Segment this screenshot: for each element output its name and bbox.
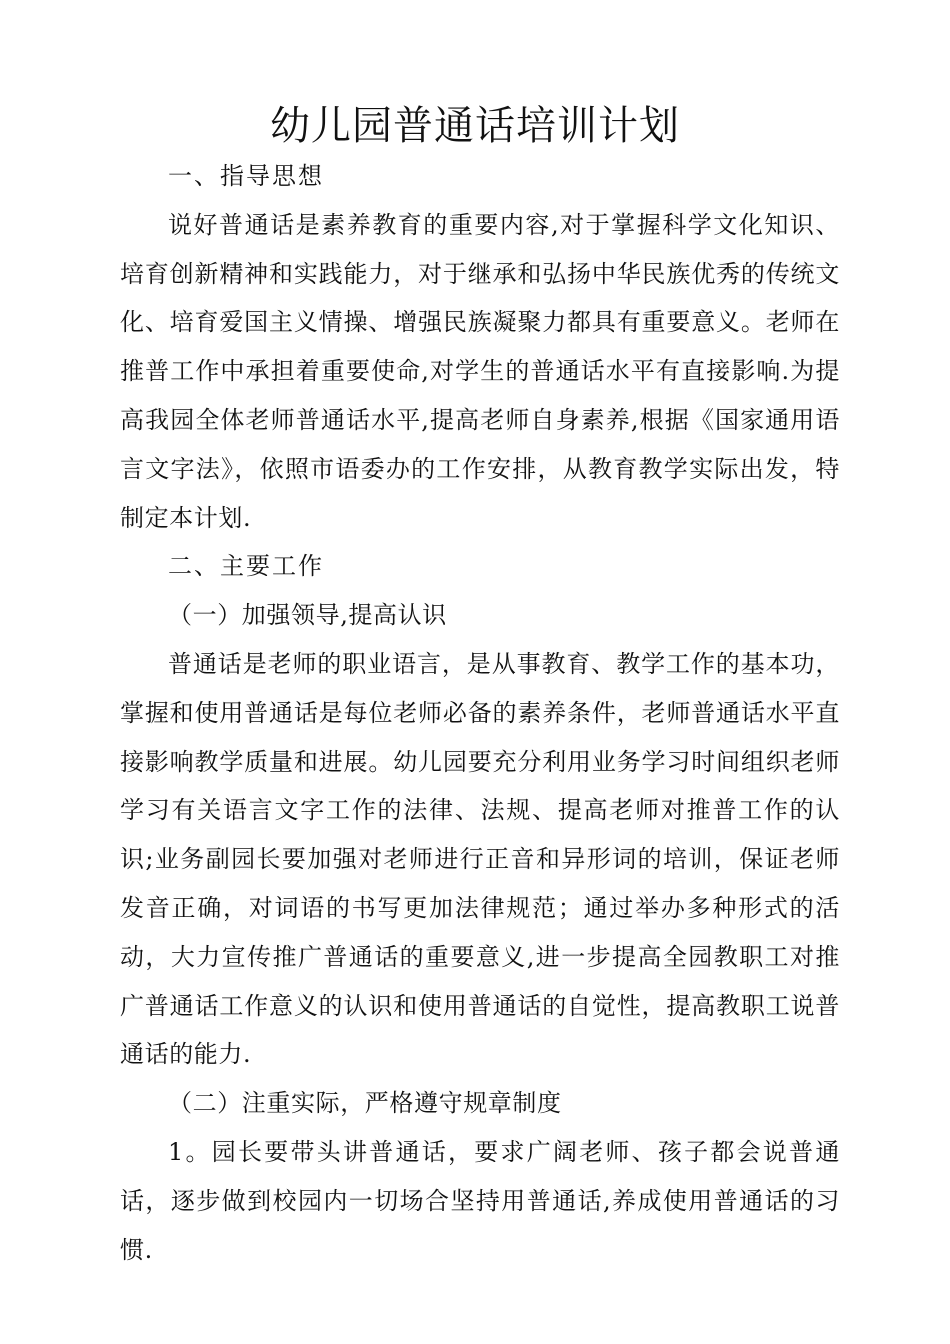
paragraph-guiding-ideology: 说好普通话是素养教育的重要内容,对于掌握科学文化知识、培育创新精神和实践能力，对于继承和弘扬中华民族优秀的传统文化、培育爱国主义情操、增强民族凝聚力都具有重要意义。老师在推普工作中承担着重要使命,对学生的普通话水平有直接影响.为提高我园全体老师普通话水平,提高老师自身素养,根据《国家通用语言文字法》，依照市语委办的工作安排，从教育教学实际出发，特制定本计划.: [120, 210, 840, 532]
list-item-1: 1。园长要带头讲普通话，要求广阔老师、孩子都会说普通话，逐步做到校园内一切场合坚持用普通话,养成使用普通话的习惯.: [120, 1137, 840, 1264]
document-title: 幼儿园普通话培训计划: [270, 103, 680, 149]
document-body: [120, 152, 840, 1274]
section-heading-main-work: 二、主要工作: [168, 552, 324, 581]
paragraph-leadership: 普通话是老师的职业语言，是从事教育、教学工作的基本功，掌握和使用普通话是每位老师必备的素养条件，老师普通话水平直接影响教学质量和进展。幼儿园要充分利用业务学习时间组织老师学习有关语言文字工作的法律、法规、提高老师对推普工作的认识;业务副园长要加强对老师进行正音和异形词的培训，保证老师发音正确，对词语的书写更加法律规范；通过举办多种形式的活动，大力宣传推广普通话的重要意义,进一步提高全园教职工对推广普通话工作意义的认识和使用普通话的自觉性，提高教职工说普通话的能力.: [120, 649, 840, 1069]
subsection-heading-leadership: （一）加强领导,提高认识: [168, 601, 447, 630]
subsection-heading-regulations: （二）注重实际，严格遵守规章制度: [168, 1089, 562, 1118]
section-heading-guiding-ideology: 一、指导思想: [168, 162, 324, 190]
